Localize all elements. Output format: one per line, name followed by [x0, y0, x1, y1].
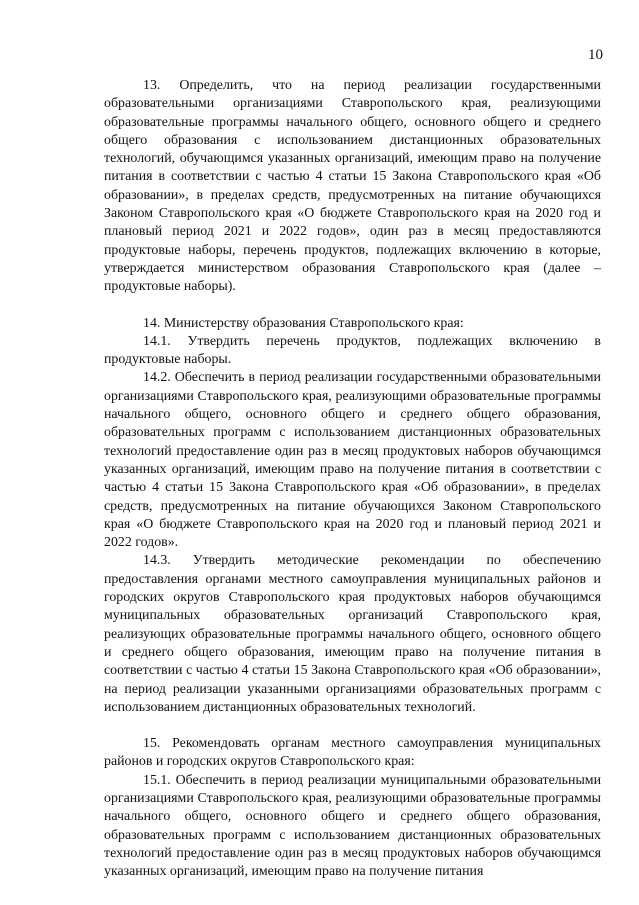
paragraph-14: 14. Министерству образования Ставропольского края: — [143, 315, 464, 331]
page-number: 10 — [588, 47, 603, 63]
paragraph-14-1: 14.1. Утвердить перечень продуктов, подлежащих включению в продуктовые наборы. — [104, 333, 601, 368]
paragraph-15: 15. Рекомендовать органам местного самоуправления муниципальных районов и городских округов Ставропольского края: — [104, 736, 601, 770]
document-body — [104, 77, 601, 881]
paragraph-13: 13. Определить, что на период реализации государственными образовательными организациями Ставропольского края, реализующими образовательные программы начального общего, основного общего и среднего общего образования с использованием дистанционных образовательных технологий, обучающимся указанных организаций, имеющим право на получение питания в соответствии с частью 4 статьи 15 Закона Ставропольского края «Об образовании», в пределах средств, предусмотренных на питание обучающихся Законом Ставропольского края «О бюджете Ставропольского края на 2020 год и плановый период 2021 и 2022 годов», один раз в месяц предоставляются продуктовые наборы, перечень продуктов, подлежащих включению в которые, утверждается министерством образования Ставропольского края (далее – продуктовые наборы). — [104, 78, 601, 295]
paragraph-15-1: 15.1. Обеспечить в период реализации муниципальными образовательными организациями Ставропольского края, реализующими образовательные программы начального общего, основного общего и среднего общего образования, образовательных программ с использованием дистанционных образовательных технологий предоставление один раз в месяц продуктовых наборов обучающимся указанных организаций, имеющим право на получение питания — [104, 772, 601, 880]
paragraph-14-3: 14.3. Утвердить методические рекомендации по обеспечению предоставления органами местного самоуправления муниципальных районов и городских округов Ставропольского края продуктовых наборов обучающимся муниципальных образовательных организаций Ставропольского края, реализующих образовательные программы начального общего, основного общего и среднего общего образования, имеющим право на получение питания в соответствии с частью 4 статьи 15 Закона Ставропольского края «Об образовании», на период реализации указанными организациями образовательных программ с использованием дистанционных образовательных технологий. — [104, 553, 601, 715]
paragraph-14-2: 14.2. Обеспечить в период реализации государственными образовательными организациями Ставропольского края, реализующими образовательные программы начального общего, основного общего и среднего общего образования, образовательных программ с использованием дистанционных образовательных технологий предоставление один раз в месяц продуктовых наборов обучающимся указанных организаций, имеющим право на получение питания в соответствии с частью 4 статьи 15 Закона Ставропольского края «Об образовании», в пределах средств, предусмотренных на питание обучающихся Законом Ставропольского края «О бюджете Ставропольского края на 2020 год и плановый период 2021 и 2022 годов». — [104, 370, 601, 551]
